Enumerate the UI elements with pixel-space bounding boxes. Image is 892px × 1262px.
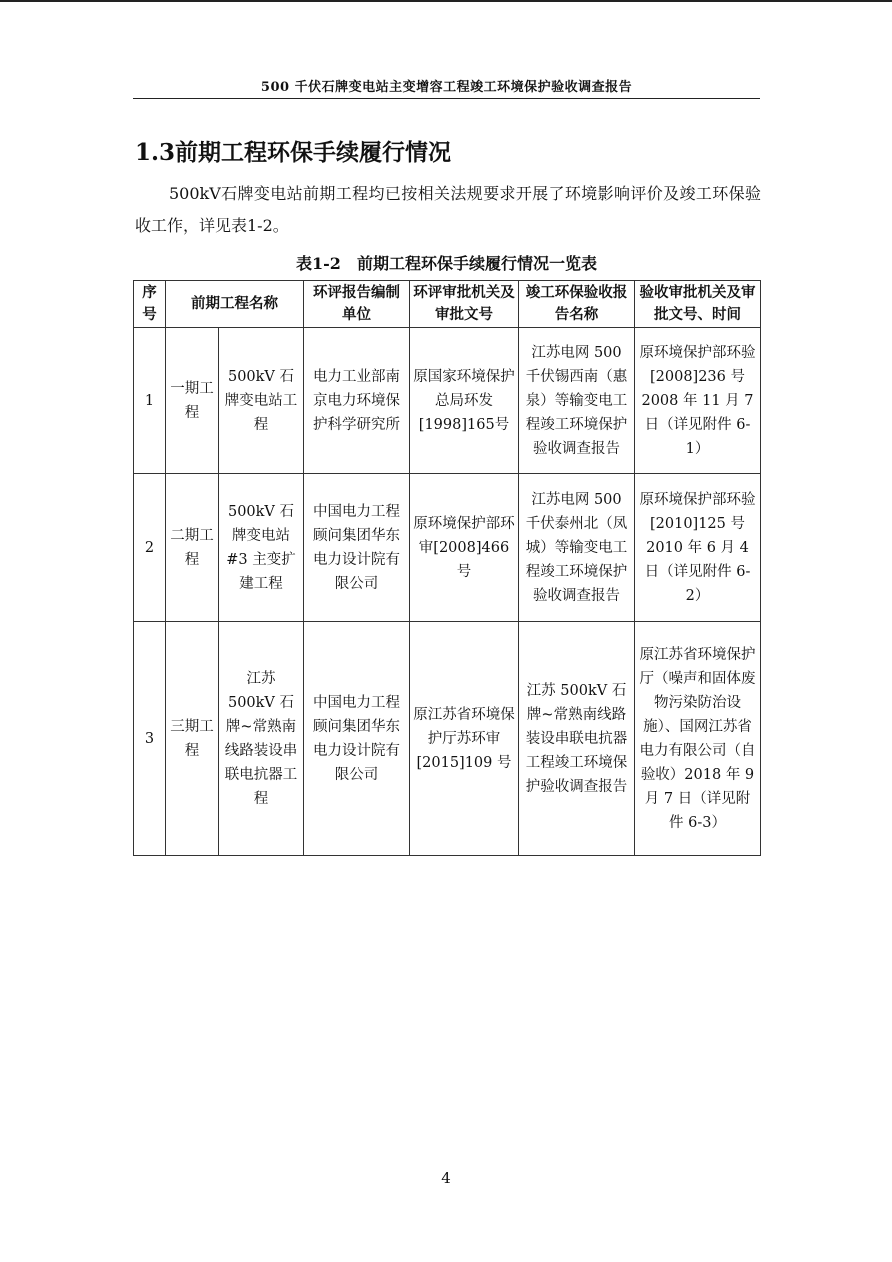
row-project-name: 500kV 石牌变电站#3 主变扩建工程 [219, 474, 304, 622]
top-border [0, 0, 892, 2]
row-no: 1 [134, 328, 166, 474]
row-no: 3 [134, 622, 166, 856]
section-title: 1.3前期工程环保手续履行情况 [135, 139, 452, 166]
row-eia-approval: 原环境保护部环审[2008]466号 [410, 474, 519, 622]
row-eia-approval: 原国家环境保护总局环发[1998]165号 [410, 328, 519, 474]
table-row [134, 622, 761, 856]
row-project-name: 江苏 500kV 石牌~常熟南线路装设串联电抗器工程 [219, 622, 304, 856]
row-phase: 三期工程 [166, 622, 219, 856]
header-no: 序号 [134, 281, 166, 328]
page-number: 4 [441, 1169, 451, 1187]
section-paragraph: 500kV石牌变电站前期工程均已按相关法规要求开展了环境影响评价及竣工环保验收工作，详见表1-2。 [135, 184, 761, 235]
row-phase: 二期工程 [166, 474, 219, 622]
history-table [133, 280, 761, 856]
header-eia-unit: 环评报告编制单位 [304, 281, 410, 328]
row-acceptance-report: 江苏 500kV 石牌~常熟南线路装设串联电抗器工程竣工环境保护验收调查报告 [519, 622, 635, 856]
row-eia-unit: 中国电力工程顾问集团华东电力设计院有限公司 [304, 622, 410, 856]
row-eia-unit: 中国电力工程顾问集团华东电力设计院有限公司 [304, 474, 410, 622]
header-acceptance-approval: 验收审批机关及审批文号、时间 [635, 281, 761, 328]
row-phase: 一期工程 [166, 328, 219, 474]
row-eia-approval: 原江苏省环境保护厅苏环审[2015]109 号 [410, 622, 519, 856]
header-project-name: 前期工程名称 [166, 281, 304, 328]
row-project-name: 500kV 石牌变电站工程 [219, 328, 304, 474]
row-eia-unit: 电力工业部南京电力环境保护科学研究所 [304, 328, 410, 474]
table-caption: 表1-2 前期工程环保手续履行情况一览表 [296, 254, 597, 273]
table-row [134, 328, 761, 474]
running-header: 500 千伏石牌变电站主变增容工程竣工环境保护验收调查报告 [260, 80, 633, 95]
table-row [134, 474, 761, 622]
header-rule [133, 98, 760, 99]
table-header-row [134, 281, 761, 328]
header-acceptance-report: 竣工环保验收报告名称 [519, 281, 635, 328]
row-acceptance-approval: 原环境保护部环验[2010]125 号 2010 年 6 月 4 日（详见附件 6-2） [635, 474, 761, 622]
row-acceptance-report: 江苏电网 500 千伏泰州北（凤城）等输变电工程竣工环境保护验收调查报告 [519, 474, 635, 622]
header-eia-approval: 环评审批机关及审批文号 [410, 281, 519, 328]
row-no: 2 [134, 474, 166, 622]
row-acceptance-report: 江苏电网 500 千伏锡西南（惠泉）等输变电工程竣工环境保护验收调查报告 [519, 328, 635, 474]
row-acceptance-approval: 原环境保护部环验[2008]236 号 2008 年 11 月 7 日（详见附件 6-1） [635, 328, 761, 474]
row-acceptance-approval: 原江苏省环境保护厅（噪声和固体废物污染防治设施）、国网江苏省电力有限公司（自验收）2018 年 9 月 7 日（详见附件 6-3） [635, 622, 761, 856]
